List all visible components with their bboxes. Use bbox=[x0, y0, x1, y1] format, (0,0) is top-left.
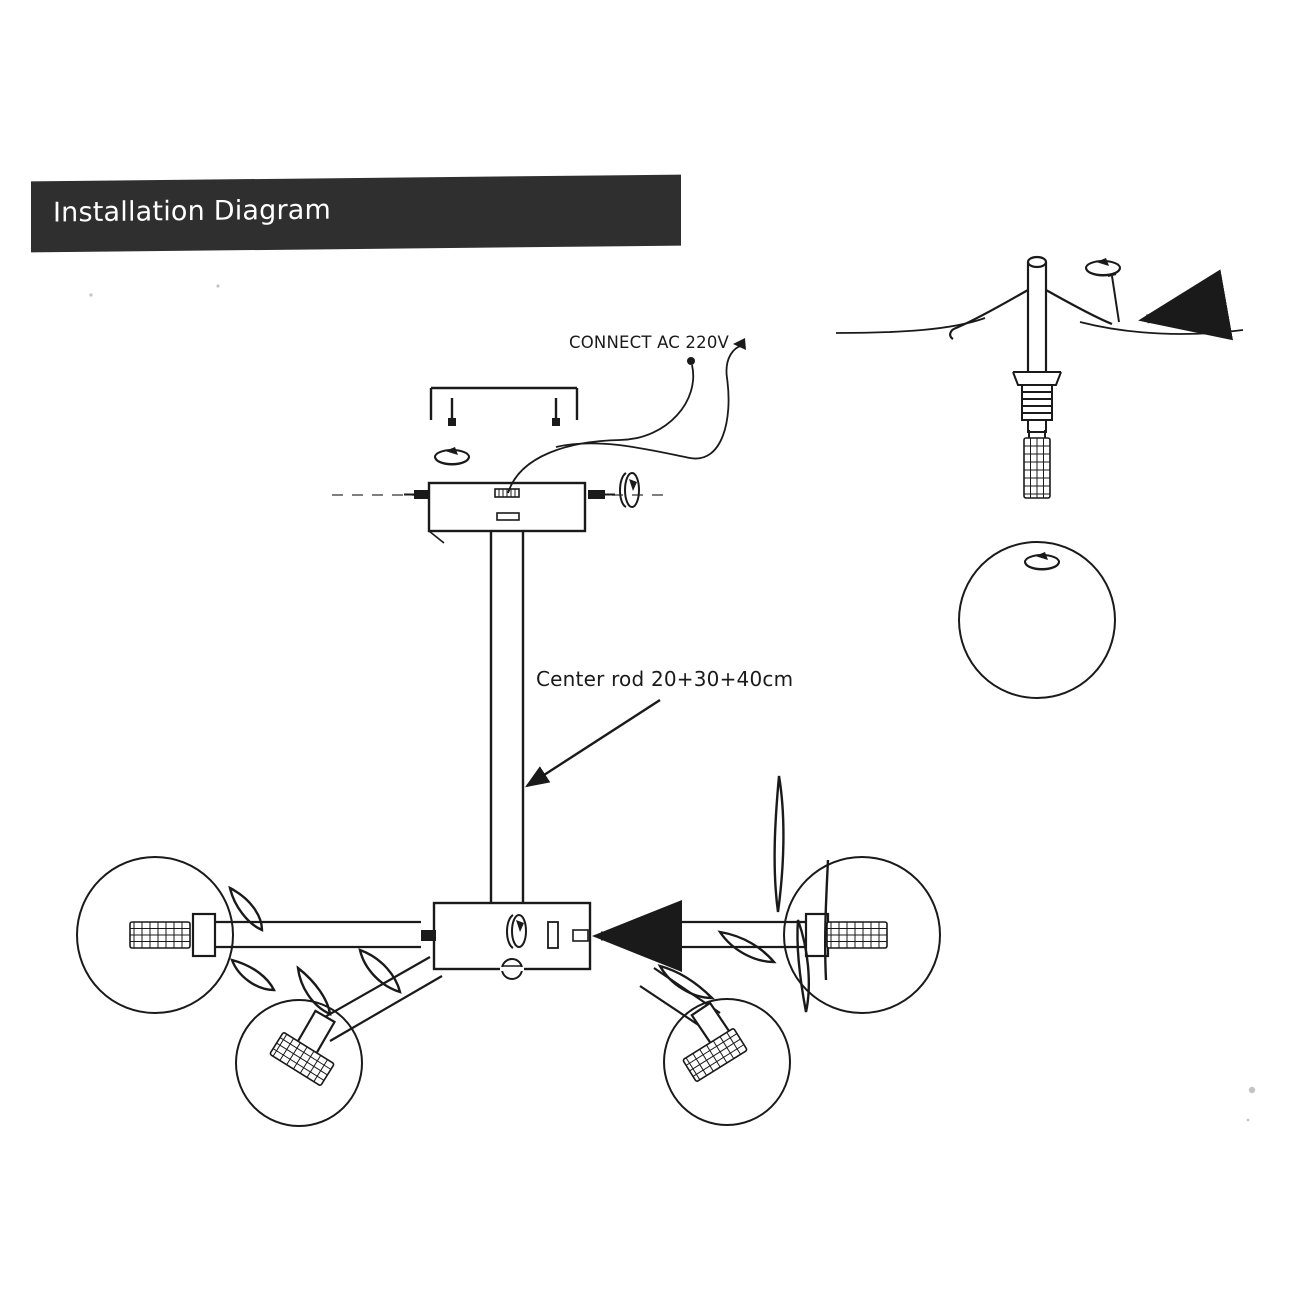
screw-canopy-left bbox=[404, 490, 430, 499]
page-title: Installation Diagram bbox=[53, 194, 332, 229]
wire-endpoint-dot bbox=[687, 357, 695, 365]
label-connect-ac: CONNECT AC 220V bbox=[569, 333, 730, 352]
socket-detail-ring-nut bbox=[1086, 258, 1120, 276]
decor-leaves bbox=[230, 776, 828, 1014]
glass-globe-detail bbox=[959, 542, 1115, 698]
screw-canopy-right bbox=[588, 490, 615, 499]
socket-detail-socket-body bbox=[1013, 372, 1061, 432]
socket-detail-screw bbox=[1108, 274, 1119, 322]
canopy-block bbox=[429, 483, 585, 543]
globe-detail-ring-nut bbox=[1025, 552, 1059, 570]
washer-nut-right bbox=[620, 473, 639, 507]
socket-detail-ceiling-line bbox=[836, 318, 1243, 334]
washer-nut-left bbox=[435, 447, 469, 465]
hub-block bbox=[434, 903, 590, 979]
ac-wire-curves bbox=[508, 346, 741, 493]
socket-detail-stem bbox=[950, 257, 1112, 372]
g9-bulb-detail bbox=[1024, 430, 1050, 498]
scan-artifacts bbox=[89, 284, 1255, 1121]
bracket-screw-tabs bbox=[448, 418, 560, 426]
g9-bulb-right bbox=[827, 922, 887, 948]
arm-left-upper bbox=[193, 914, 421, 956]
center-rod bbox=[491, 531, 523, 905]
label-center-rod: Center rod 20+30+40cm bbox=[536, 667, 794, 691]
g9-bulb-left bbox=[130, 922, 190, 948]
socket-detail-assembly-arrow bbox=[1147, 311, 1192, 319]
screw-hub-right bbox=[573, 930, 588, 941]
screw-hub-left bbox=[421, 930, 436, 941]
center-rod-callout-arrow bbox=[527, 700, 660, 786]
arm-right-lower bbox=[640, 968, 730, 1045]
